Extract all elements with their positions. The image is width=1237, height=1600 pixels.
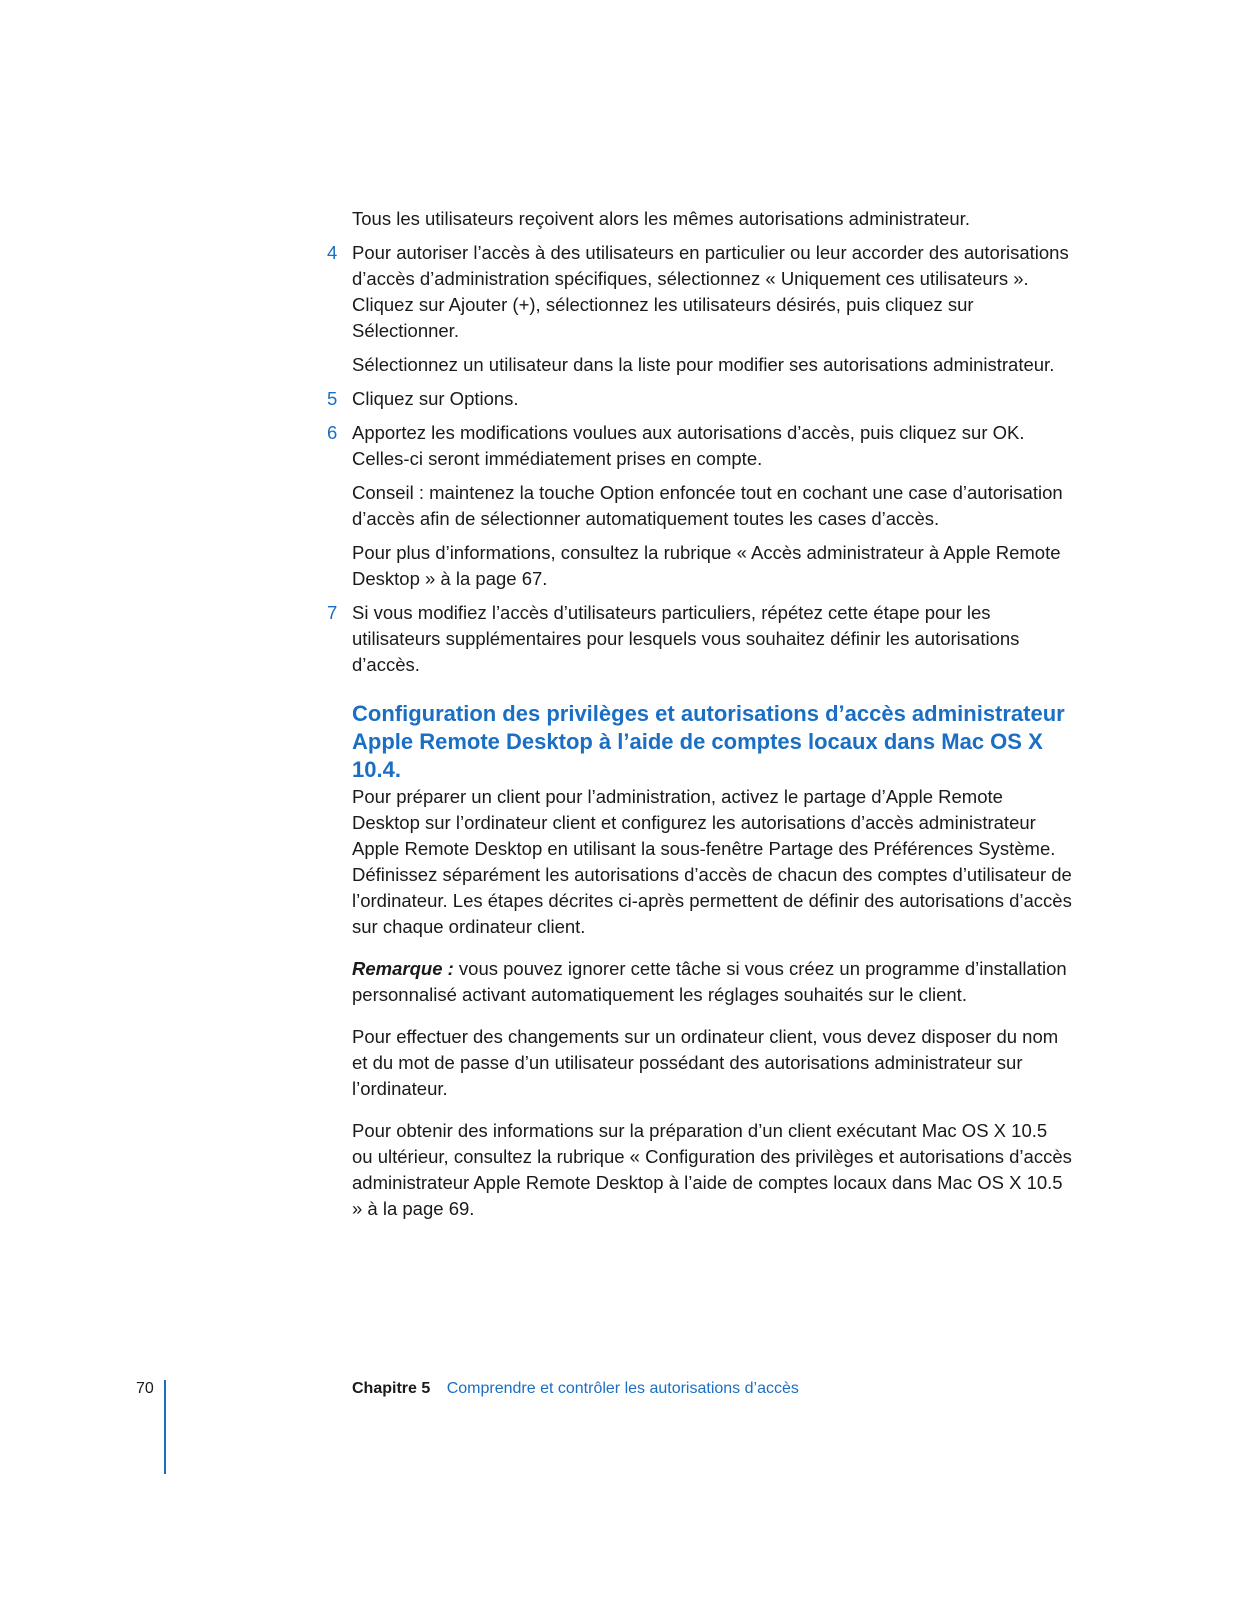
section-heading: Configuration des privilèges et autorisations d’accès administrateur Apple Remote Desktop à l’aide de comptes locaux dans Mac OS X 10.4. (352, 701, 1065, 782)
footer-chapter (352, 1379, 799, 1399)
section-paragraph: Pour préparer un client pour l’administration, activez le partage d’Apple Remote Desktop sur l’ordinateur client et configurez les autorisations d’accès administrateur Apple Remote Desktop en utilisant la sous-fenêtre Partage des Préférences Système. Définissez séparément les autorisations d’accès de chacun des comptes d’utilisateur de l’ordinateur. Les étapes décrites ci-après permettent de définir des autorisations d’accès sur chaque ordinateur client. (352, 786, 1072, 937)
intro-paragraph: Tous les utilisateurs reçoivent alors les mêmes autorisations administrateur. (352, 208, 970, 229)
step-text: Cliquez sur Options. (352, 388, 519, 409)
step-4 (327, 240, 1072, 378)
step-number: 7 (327, 602, 338, 623)
step-note: Sélectionnez un utilisateur dans la liste pour modifier ses autorisations administrateur. (352, 354, 1055, 375)
step-text: Apportez les modifications voulues aux autorisations d’accès, puis cliquez sur OK. Celles-ci seront immédiatement prises en compte. (352, 422, 1025, 469)
section-paragraph: Pour effectuer des changements sur un ordinateur client, vous devez disposer du nom et du mot de passe d’un utilisateur possédant des autorisations administrateur sur l’ordinateur. (352, 1026, 1059, 1099)
section-paragraph: Pour obtenir des informations sur la préparation d’un client exécutant Mac OS X 10.5 ou ultérieur, consultez la rubrique « Configuration des privilèges et autorisations d’accès administrateur Apple Remote Desktop à l’aide de comptes locaux dans Mac OS X 10.5 » à la page 69. (352, 1120, 1072, 1219)
step-text: Si vous modifiez l’accès d’utilisateurs particuliers, répétez cette étape pour les utilisateurs supplémentaires pour lesquels vous souhaitez définir les autorisations d’accès. (352, 602, 1020, 675)
remarque-label: Remarque : (352, 958, 454, 979)
page-number: 70 (136, 1380, 154, 1397)
step-number: 4 (327, 242, 338, 263)
step-6 (327, 420, 1072, 592)
step-text: Pour autoriser l’accès à des utilisateurs en particulier ou leur accorder des autorisations d’accès d’administration spécifiques, sélectionnez « Uniquement ces utilisateurs ». Cliquez sur Ajouter (+), sélectionnez les utilisateurs désirés, puis cliquez sur Sélectionner. (352, 242, 1069, 341)
chapter-title-link[interactable]: Comprendre et contrôler les autorisations d’accès (446, 1380, 799, 1397)
page-body (327, 206, 1072, 1238)
step-number: 6 (327, 422, 338, 443)
step-7 (327, 600, 1072, 678)
step-5 (327, 386, 1072, 412)
step-tip: Conseil : maintenez la touche Option enfoncée tout en cochant une case d’autorisation d’accès afin de sélectionner automatiquement toutes les cases d’accès. (352, 482, 1063, 529)
chapter-label: Chapitre 5 (352, 1380, 431, 1397)
step-number: 5 (327, 388, 338, 409)
remarque-paragraph (352, 956, 1072, 1008)
step-reference: Pour plus d’informations, consultez la rubrique « Accès administrateur à Apple Remote Desktop » à la page 67. (352, 542, 1061, 589)
footer-divider (164, 1380, 166, 1474)
remarque-text: vous pouvez ignorer cette tâche si vous créez un programme d’installation personnalisé activant automatiquement les réglages souhaités sur le client. (352, 958, 1067, 1005)
